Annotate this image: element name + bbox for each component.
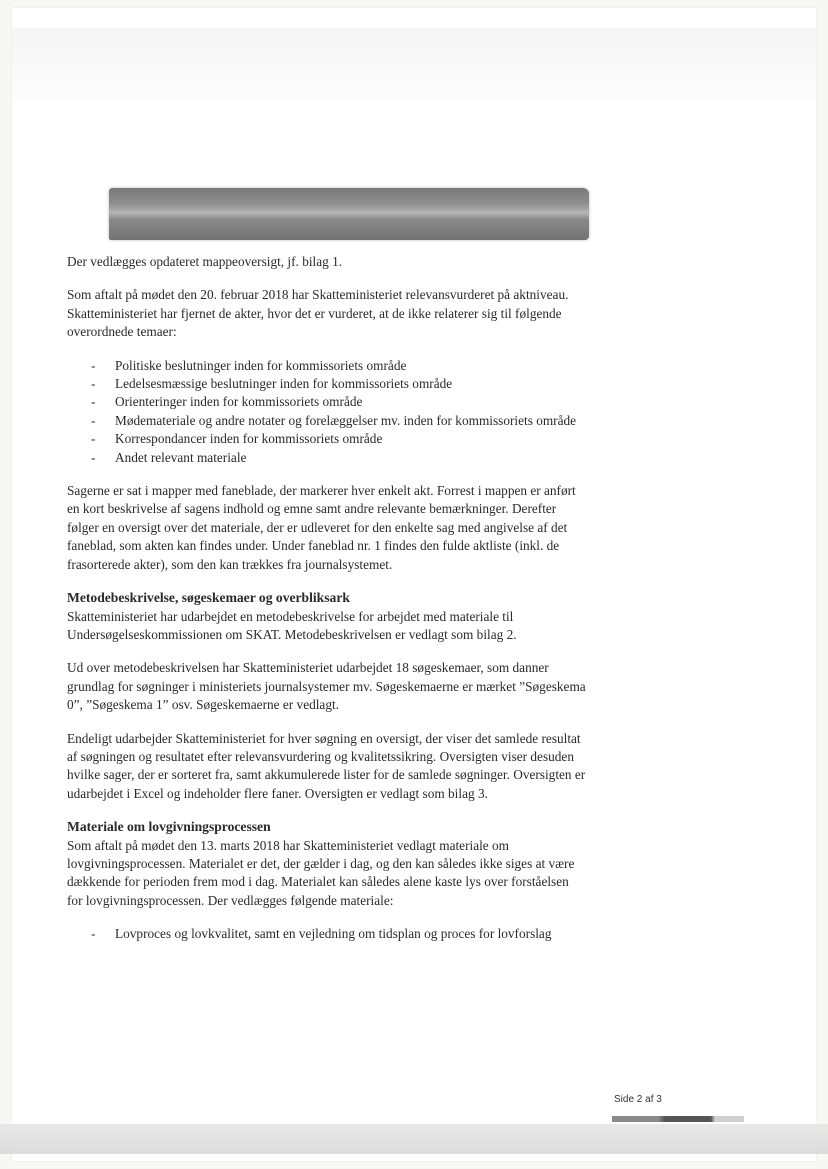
folders-paragraph: Sagerne er sat i mapper med faneblade, der markerer hver enkelt akt. Forrest i mappen er anført en kort beskrivelse af sagens indhold og emne samt andre relevante bemærkninger. Derefter følger en oversigt over det materiale, der er udleveret for den enkelte sag med angivelse af det faneblad, som akten kan findes under. Under faneblad nr. 1 findes den fulde aktliste (inkl. de frasorterede akter), som den kan trækkes fra journalsystemet.	[67, 483, 576, 572]
themes-list	[67, 357, 587, 467]
scan-artifact-top	[12, 28, 816, 98]
list-item: - Orienteringer inden for kommissoriets område	[67, 393, 587, 411]
method-paragraph-1: Skatteministeriet har udarbejdet en metodebeskrivelse for arbejdet med materiale til Undersøgelseskommissionen om SKAT. Metodebeskrivelsen er vedlagt som bilag 2.	[67, 608, 517, 642]
legislation-list	[67, 925, 587, 943]
intro-paragraph: Der vedlægges opdateret mappeoversigt, jf. bilag 1.	[67, 254, 343, 269]
legislation-paragraph: Som aftalt på mødet den 13. marts 2018 har Skatteministeriet vedlagt materiale om lovgivningsprocessen. Materialet er det, der gælder i dag, og den kan således ikke siges at være dækkende for perioden frem mod i dag. Materialet kan således alene kaste lys over forståelsen for lovgivningsprocessen. Der vedlægges følgende materiale:	[67, 837, 575, 908]
section-heading-legislation: Materiale om lovgivningsprocessen	[67, 819, 271, 835]
relevance-paragraph: Som aftalt på mødet den 20. februar 2018 har Skatteministeriet relevansvurderet på aktniveau. Skatteministeriet har fjernet de akter, hvor det er vurderet, at de ikke relaterer sig til følgende overordnede temaer:	[67, 287, 569, 340]
list-item: - Politiske beslutninger inden for kommissoriets område	[67, 357, 587, 375]
list-item: - Andet relevant materiale	[67, 449, 587, 467]
section-heading-method: Metodebeskrivelse, søgeskemaer og overbliksark	[67, 590, 350, 606]
list-item: - Lovproces og lovkvalitet, samt en vejledning om tidsplan og proces for lovforslag	[67, 925, 587, 943]
document-body	[67, 253, 587, 944]
list-item: - Korrespondancer inden for kommissoriets område	[67, 430, 587, 448]
method-paragraph-2: Ud over metodebeskrivelsen har Skatteministeriet udarbejdet 18 søgeskemaer, som danner grundlag for søgninger i ministeriets journalsystemer mv. Søgeskemaerne er mærket ”Søgeskema 0”, ”Søgeskema 1” osv. Søgeskemaerne er vedlagt.	[67, 660, 586, 713]
method-paragraph-3: Endeligt udarbejder Skatteministeriet for hver søgning en oversigt, der viser det samlede resultat af søgningen og resultatet efter relevansvurdering og kvalitetssikring. Oversigten viser desuden hvilke sager, der er sorteret fra, samt akkumulerede lister for de samlede søgninger. Oversigten er udarbejdet i Excel og indeholder flere faner. Oversigten er vedlagt som bilag 3.	[67, 730, 586, 801]
list-item: - Mødemateriale og andre notater og forelæggelser mv. inden for kommissoriets område	[67, 412, 587, 430]
scan-artifact-bottom	[0, 1124, 828, 1154]
footer-rule	[612, 1116, 744, 1122]
page-number: Side 2 af 3	[614, 1094, 662, 1105]
list-item: - Ledelsesmæssige beslutninger inden for kommissoriets område	[67, 375, 587, 393]
redaction-bar	[109, 188, 589, 240]
